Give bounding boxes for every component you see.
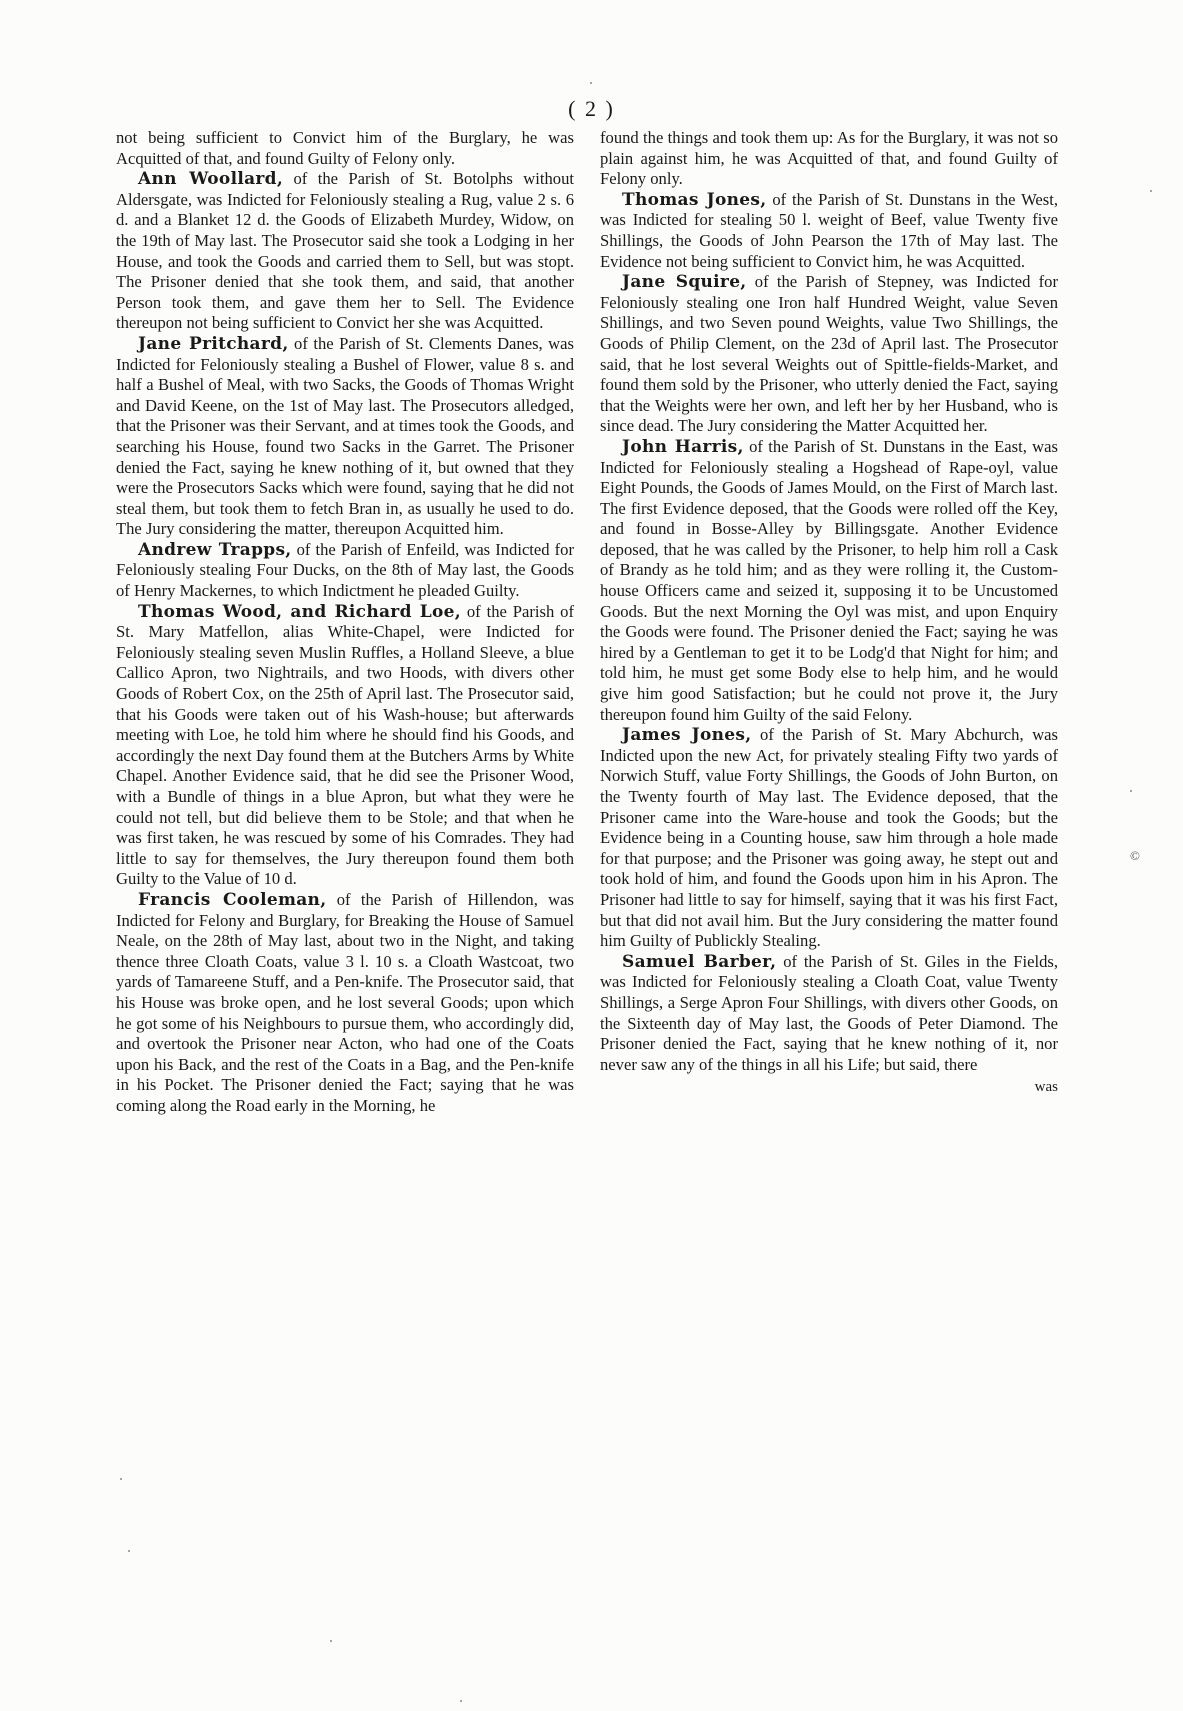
entry-text: of the Parish of St. Dunstans in the East, was Indicted for Feloniously stealing a Hogshead of Rape-oyl, value Eight Pounds, the Goods of James Mould, on the First of March last. The first Evidence deposed, that the Goods were rolled off the Key, and found in Bosse-Alley by Billingsgate. Another Evidence deposed, that he was called by the Prisoner, to help him roll a Cask of Brandy as he told him; and as they were rolling it, the Custom-house Officers came and seized it, supposing it to be Uncustomed Goods. But the next Morning the Oyl was mist, and upon Enquiry the Goods were found. The Prisoner denied the Fact; saying he was hired by a Gentleman to get it to be Lodg'd that Night for him; and told him, he must get some Body else to help him, and he would give him good Satisfaction; but he could not prove it, the Jury thereupon found him Guilty of the said Felony. (600, 436, 1058, 724)
paragraph-text: found the things and took them up: As for the Burglary, it was not so plain against him, he was Acquitted of that, and found Guilty of Felony only. (600, 128, 1058, 189)
left-column (116, 128, 574, 1117)
entry-text: of the Parish of St. Giles in the Fields, was Indicted for Feloniously stealing a Cloath Coat, value Twenty Shillings, a Serge Apron Four Shillings, with divers other Goods, on the Sixteenth day of May last, the Goods of Peter Diamond. The Prisoner denied the Fact, saying that he knew nothing of it, nor never saw any of the things in all his Life; but said, there (600, 951, 1058, 1074)
defendant-name: Samuel Barber, (622, 951, 777, 972)
catchword: was (1034, 1079, 1058, 1096)
defendant-name: Andrew Trapps, (138, 539, 292, 560)
trial-entry (600, 190, 1058, 272)
defendant-name: Thomas Wood, and Richard Loe, (138, 601, 461, 622)
right-column (600, 128, 1058, 1098)
trial-entry (116, 334, 574, 540)
entry-text: of the Parish of St. Mary Abchurch, was Indicted upon the new Act, for privately stealing Fifty two yards of Norwich Stuff, value Forty Shillings, the Goods of John Burton, on the Twenty fourth of May last. The Evidence deposed, that the Prisoner came into the Ware-house and took the Goods; but the Evidence being in a Counting house, saw him through a hole made for that purpose; and the Prisoner was going away, he stept out and took hold of him, and found the Goods upon him in his Apron. The Prisoner had little to say for himself, saying that it was his first Fact, but that did not avail him. But the Jury considering the matter found him Guilty of Publickly Stealing. (600, 725, 1058, 951)
defendant-name: James Jones, (622, 725, 752, 746)
entry-text: of the Parish of St. Dunstans in the West, was Indicted for stealing 50 l. weight of Beef, value Twenty five Shillings, the Goods of John Pearson the 17th of May last. The Evidence not being sufficient to Convict him, he was Acquitted. (600, 189, 1058, 271)
defendant-name: Jane Pritchard, (138, 333, 289, 354)
paragraph-text: not being sufficient to Convict him of the Burglary, he was Acquitted of that, and found Guilty of Felony only. (116, 128, 574, 168)
page-number: ( 2 ) (568, 96, 615, 121)
trial-entry (116, 540, 574, 602)
trial-entry (116, 890, 574, 1117)
defendant-name: Jane Squire, (622, 272, 747, 293)
trial-entry (600, 437, 1058, 725)
paragraph-continuation (600, 128, 1058, 190)
entry-text: of the Parish of St. Botolphs without Aldersgate, was Indicted for Feloniously stealing a Rug, value 2 s. 6 d. and a Blanket 12 d. the Goods of Elizabeth Murdey, Widow, on the 19th of May last. The Prosecutor said she took a Lodging in her House, and took the Goods and carried them to Sell, but was stopt. The Prisoner denied that she took them, and said, that another Person took them, and gave them her to Sell. The Evidence thereupon not being sufficient to Convict her she was Acquitted. (116, 169, 575, 333)
entry-text: of the Parish of St. Clements Danes, was Indicted for Feloniously stealing a Bushel of Flower, value 8 s. and half a Bushel of Meal, with two Sacks, the Goods of Thomas Wright and David Keene, on the 1st of May last. The Prosecutors alledged, that the Prisoner was their Servant, and at times took the Goods, and searching his House, found two Sacks in the Garret. The Prisoner denied the Fact, saying he knew nothing of it, but owned that they were the Prosecutors Sacks which were found, saying that he did not steal them, but took them to fetch Bran in, as usually he used to do. The Jury considering the matter, thereupon Acquitted him. (116, 333, 574, 539)
entry-text: of the Parish of Stepney, was Indicted for Feloniously stealing one Iron half Hundred Weight, value Seven Shillings, and two Seven pound Weights, value Two Shillings, the Goods of Philip Clement, on the 23d of April last. The Prosecutor said, that he lost several Weights out of Spittle-fields-Market, and found them sold by the Prisoner, who utterly denied the Fact, saying that the Weights were her own, and left her by her Husband, who is since dead. The Jury considering the Matter Acquitted her. (600, 272, 1058, 436)
trial-entry (116, 169, 574, 334)
defendant-name: Thomas Jones, (622, 189, 767, 210)
defendant-name: Francis Cooleman, (138, 889, 327, 910)
entry-text: of the Parish of Enfeild, was Indicted for Feloniously stealing Four Ducks, on the 8th of May last, the Goods of Henry Mackernes, to which Indictment he pleaded Guilty. (116, 539, 574, 601)
defendant-name: Ann Woollard, (138, 169, 284, 190)
trial-entry (600, 725, 1058, 952)
trial-entry (116, 602, 574, 890)
defendant-name: John Harris, (622, 436, 744, 457)
margin-mark: © (1130, 848, 1140, 863)
paragraph-continuation (116, 128, 574, 169)
trial-entry (600, 272, 1058, 437)
entry-text: of the Parish of St. Mary Matfellon, alias White-Chapel, were Indicted for Feloniously stealing seven Muslin Ruffles, a Holland Sleeve, a blue Callico Apron, two Nightrails, and two Hoods, with divers other Goods of Robert Cox, on the 25th of April last. The Prosecutor said, that his Goods were taken out of his Wash-house; but afterwards meeting with Loe, he told him where he should find his Goods, and accordingly the next Day found them at the Butchers Arms by White Chapel. Another Evidence said, that he did see the Prisoner Wood, with a Bundle of things in a blue Apron, but what they were he could not tell, but did believe them to be Stole; and that when he was first taken, he was rescued by some of his Comrades. They had little to say for themselves, the Jury thereupon found them both Guilty to the Value of 10 d. (116, 601, 574, 889)
trial-entry (600, 952, 1058, 1076)
entry-text: of the Parish of Hillendon, was Indicted for Felony and Burglary, for Breaking the House of Samuel Neale, on the 28th of May last, about two in the Night, and taking thence three Cloath Coats, value 3 l. 10 s. a Cloath Wastcoat, two yards of Tamareene Stuff, and a Pen-knife. The Prosecutor said, that his House was broke open, and he lost several Goods; upon which he got some of his Neighbours to pursue them, who accordingly did, and overtook the Prisoner near Acton, who had one of the Coats upon his Back, and the rest of the Coats in a Bag, and the Pen-knife in his Pocket. The Prisoner denied the Fact; saying that he was coming along the Road early in the Morning, he (116, 889, 574, 1115)
